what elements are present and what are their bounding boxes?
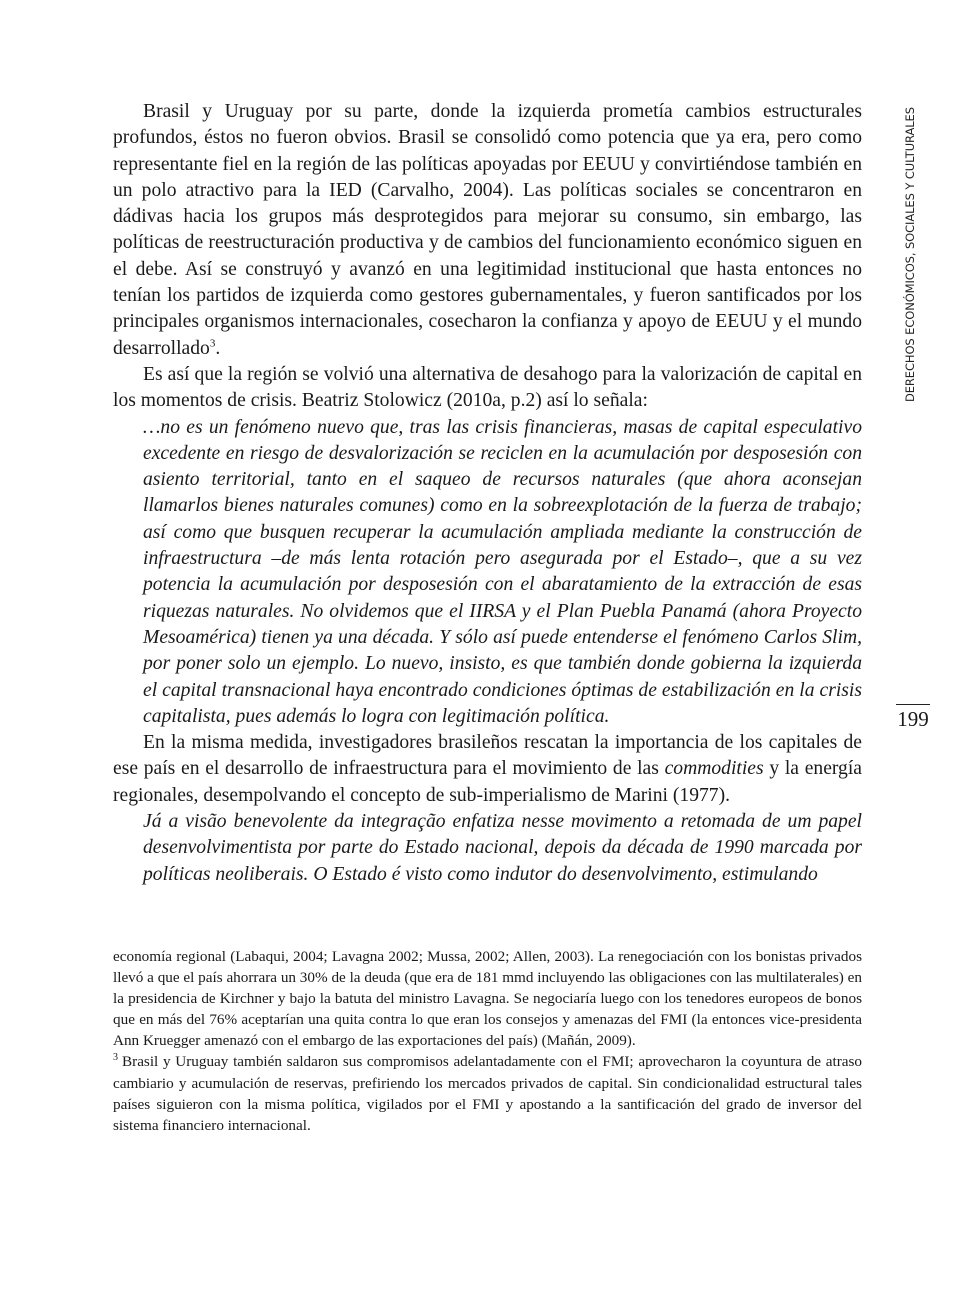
footnotes — [113, 946, 862, 1136]
paragraph-region-desahogo: Es así que la región se volvió una alternativa de desahogo para la valorización de capital en los momentos de crisis. Beatriz Stolowicz (2010a, p.2) así lo señala: — [113, 363, 862, 412]
main-body-text — [113, 99, 862, 888]
paragraph-text: Brasil y Uruguay por su parte, donde la izquierda prometía cambios estructurales profundos, éstos no fueron obvios. Brasil se consolidó como potencia que ya era, pero como representante fiel en la región de las políticas apoyadas por EEUU y convirtiéndose también en un polo atractivo para la IED (Carvalho, 2004). Las políticas sociales se concentraron en dádivas hacia los grupos más desprotegidos para mejorar su consumo, sin embargo, las políticas de reestructuración productiva y de cambios del funcionamiento económico siguen en el debe. Así se construyó y avanzó en una legitimidad institucional que hasta entonces no tenían los partidos de izquierda como gestores gubernamentales, y fueron santificados por los principales organismos internacionales, cosecharon la confianza y apoyo de EEUU y el mundo desarrollado — [113, 101, 862, 359]
paragraph-end: . — [215, 337, 221, 359]
paragraph-text: En la misma medida, investigadores brasileños rescatan la importancia de los capitales de ese país en el desarrollo de infraestructura para el movimiento de las — [113, 732, 862, 780]
footnote-3-text: Brasil y Uruguay también saldaron sus compromisos adelantadamente con el FMI; aprovecharon la coyuntura de atraso cambiario y acumulación de reservas, prefiriendo los mercados privados de capital. Sin condicionalidad estructural tales países siguieron con la misma política, vigilados por el FMI y apostando a la santificación del grado de inversor del sistema financiero internacional. — [113, 1053, 862, 1134]
footnote-mark-3: 3 — [113, 1052, 118, 1064]
footnote-3 — [113, 1051, 862, 1135]
footnote-continuation: economía regional (Labaqui, 2004; Lavagna 2002; Mussa, 2002; Allen, 2003). La renegociación con los bonistas privados llevó a que el país ahorrara un 30% de la deuda (que era de 181 mmd incluyendo las obligaciones con las multilaterales) en la presidencia de Kirchner y bajo la batuta del ministro Lavagna. Se negociaría luego con los tenedores europeos de bonos que en más del 76% aceptarían una quita contra lo que eran los consejos y amenazas del FMI (la entonces vice-presidenta Ann Kruegger amenazó con el embargo de las exportaciones del país) (Mañán, 2009). — [113, 948, 862, 1050]
block-quote-stolowicz: …no es un fenómeno nuevo que, tras las crisis financieras, masas de capital especulativo excedente en riesgo de desvalorización se reciclen en la acumulación por desposesión con asiento territorial, tanto en el saqueo de recursos naturales (que ahora aconsejan llamarlos bienes naturales comunes) como en la sobreexplotación de la fuerza de trabajo; así como que busquen recuperar la acumulación ampliada mediante la construcción de infraestructura –de más lenta rotación pero asegurada por el Estado–, que a su vez potencia la acumulación por desposesión con el abaratamiento de la extracción de esas riquezas naturales. No olvidemos que el IIRSA y el Plan Puebla Panamá (ahora Proyecto Mesoamérica) tienen ya una década. Y sólo así puede entenderse el fenómeno Carlos Slim, por poner solo un ejemplo. Lo nuevo, insisto, es que también donde gobierna la izquierda el capital transnacional haya encontrado condiciones óptimas de estabilización en la crisis capitalista, pues además lo logra con legitimación política. — [143, 416, 862, 727]
footnote-reference-3[interactable]: 3 — [209, 337, 216, 350]
page-number-rule — [896, 704, 930, 705]
block-quote-portuguese: Já a visão benevolente da integração enfatiza nesse movimento a retomada de um papel desenvolvimentista por parte do Estado nacional, depois da década de 1990 marcada por políticas neoliberais. O Estado é visto como indutor do desenvolvimento, estimulando — [143, 811, 862, 885]
page-number: 199 — [897, 707, 929, 731]
paragraph-text-end: y la energía regionales, desempolvando el concepto de sub-imperialismo de Marini (1977). — [113, 758, 862, 806]
running-head: DERECHOS ECONÓMICOS, SOCIALES Y CULTURALES — [903, 107, 917, 402]
paragraph-investigadores-brasilenos — [113, 730, 862, 809]
emphasis-commodities: commodities — [664, 758, 764, 780]
paragraph-brasil-uruguay — [113, 99, 862, 362]
